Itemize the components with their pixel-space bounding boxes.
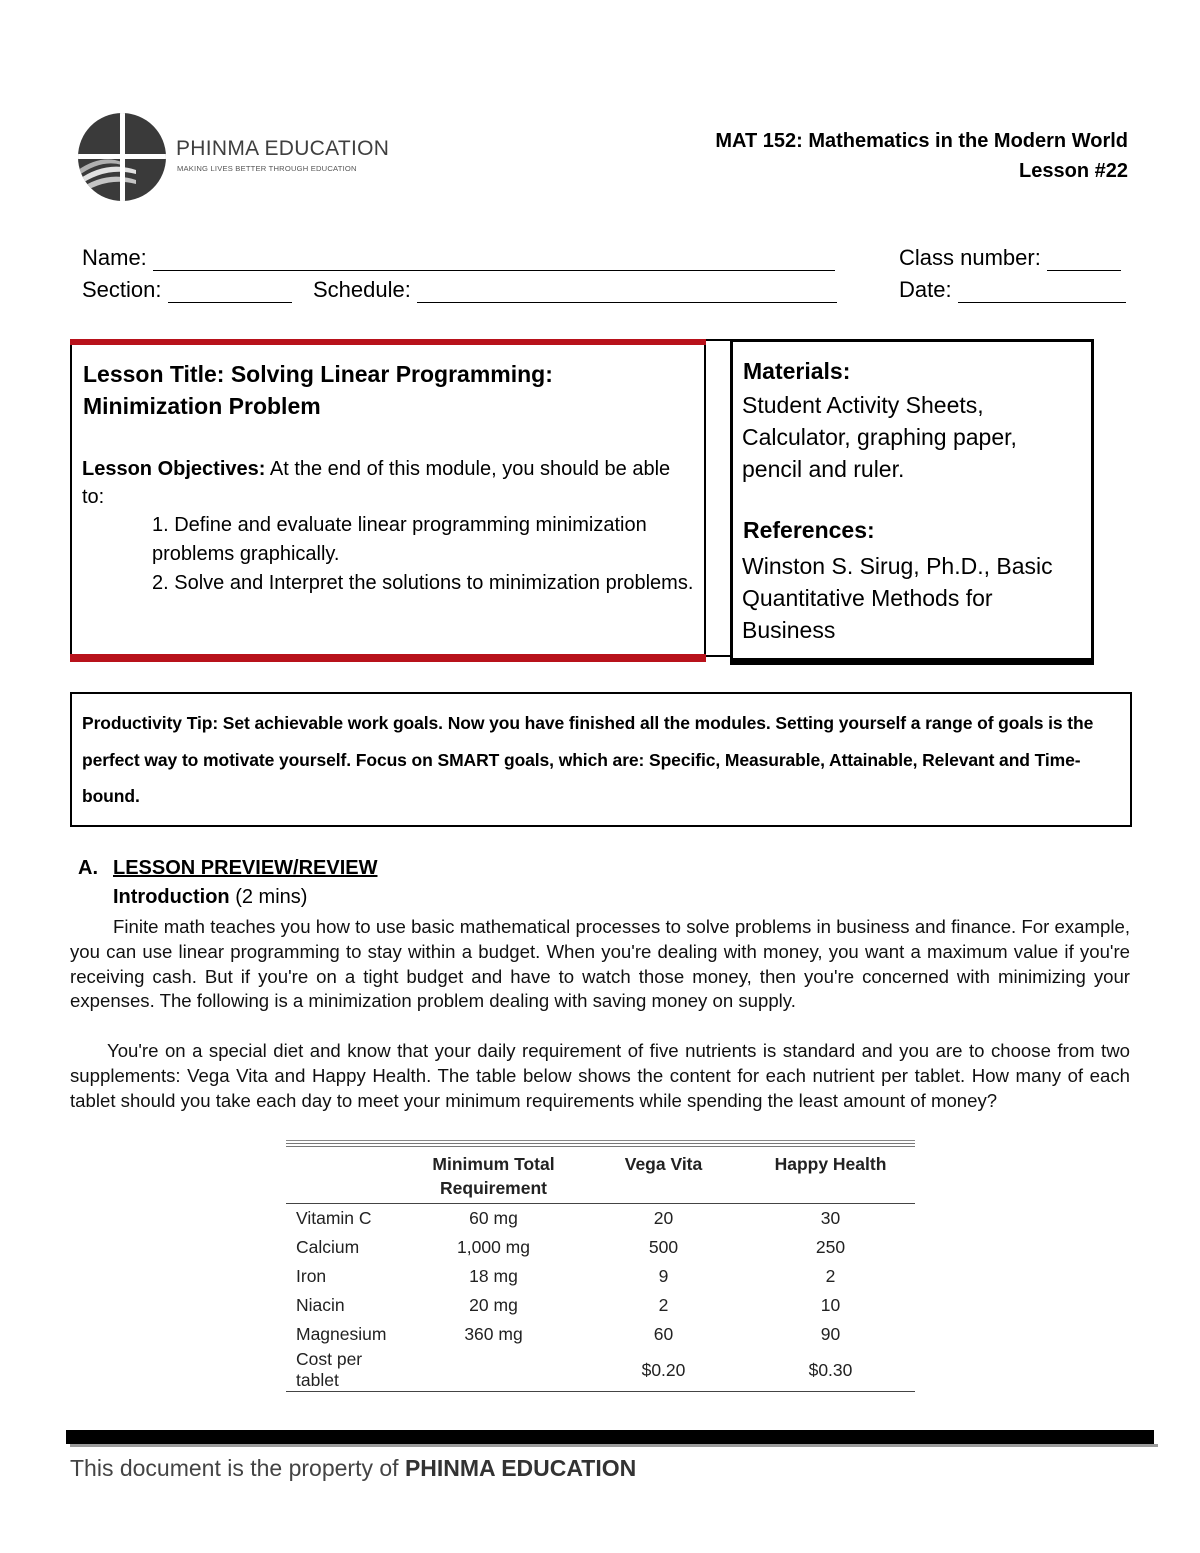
schedule-label: Schedule: — [313, 277, 411, 302]
date-field[interactable] — [899, 277, 1126, 303]
objective-item: 2. Solve and Interpret the solutions to minimization problems. — [152, 572, 694, 594]
table-cell: $0.30 — [746, 1349, 915, 1392]
section-title: LESSON PREVIEW/REVIEW — [113, 857, 378, 879]
productivity-tip-text: Productivity Tip: Set achievable work goals. Now you have finished all the modules. Setting yourself a range of goals is the perfect way to motivate yourself. Focus on SMART goals, which are: Specific, Measurable, Attainable, Relevant and Time-bound. — [82, 713, 1094, 806]
name-field[interactable] — [82, 245, 835, 271]
table-header-row — [286, 1145, 915, 1204]
logo-title: PHINMA EDUCATION — [176, 137, 390, 160]
table-cell: 60 — [653, 1324, 674, 1344]
class-number-field[interactable] — [899, 245, 1121, 271]
schedule-field[interactable] — [313, 277, 837, 303]
objectives-label: Lesson Objectives: — [82, 458, 266, 480]
footer-owner: PHINMA EDUCATION — [404, 1455, 637, 1481]
class-number-label: Class number: — [899, 245, 1041, 270]
table-top-rule — [286, 1140, 915, 1141]
table-cell: 250 — [815, 1237, 846, 1257]
table-cell: $0.20 — [581, 1349, 746, 1392]
lesson-title — [83, 358, 683, 422]
box-divider — [706, 339, 732, 657]
footer-text — [70, 1455, 636, 1482]
table-cell: 10 — [820, 1295, 841, 1315]
table-row — [286, 1291, 915, 1320]
lesson-title-line-1: Lesson Title: Solving Linear Programming: — [83, 361, 553, 387]
introduction-heading — [113, 886, 307, 909]
course-title: MAT 152: Mathematics in the Modern World — [715, 130, 1128, 152]
table-cell: 1,000 mg — [457, 1237, 530, 1257]
table-cell: Iron — [296, 1266, 327, 1286]
footer-bar — [66, 1430, 1154, 1444]
table-row — [286, 1233, 915, 1262]
section-label: Section: — [82, 277, 162, 302]
table-cell: 2 — [825, 1266, 836, 1286]
table-cell: Calcium — [296, 1237, 360, 1257]
header-cell-minimum: Minimum Total Requirement — [406, 1145, 581, 1204]
lesson-number: Lesson #22 — [1019, 160, 1128, 182]
intro-paragraph-2: You're on a special diet and know that your daily requirement of five nutrients is standard and you are to choose from two supplements: Vega Vita and Happy Health. The table below shows the content for each nutrient per tablet. How many of each tablet should you take each day to meet your minimum requirements while spending the least amount of money? — [70, 1040, 1130, 1111]
table-cell: 18 mg — [469, 1266, 518, 1286]
footer-bar-shadow — [70, 1444, 1158, 1447]
lesson-box-top-bar — [70, 339, 706, 345]
table-cell: 20 mg — [469, 1295, 518, 1315]
table-cell: Magnesium — [296, 1324, 387, 1344]
objective-item: 1. Define and evaluate linear programming minimization problems graphically. — [152, 514, 647, 565]
header-cell-nutrient — [286, 1145, 406, 1204]
lesson-title-line-2: Minimization Problem — [83, 393, 321, 419]
objectives-intro — [82, 455, 692, 511]
footer-prefix: This document is the property of — [70, 1455, 405, 1481]
header-cell-vega-vita: Vega Vita — [581, 1145, 746, 1204]
date-blank[interactable] — [958, 282, 1126, 303]
table-row — [286, 1204, 915, 1234]
table-cell: 20 — [653, 1208, 674, 1228]
table-row — [286, 1320, 915, 1349]
table-cell: Niacin — [296, 1295, 345, 1315]
references-text: Winston S. Sirug, Ph.D., Basic Quantitative Methods for Business — [742, 553, 1053, 643]
header-cell-happy-health: Happy Health — [746, 1145, 915, 1204]
table-cell: Vitamin C — [296, 1208, 372, 1228]
table-row — [286, 1349, 915, 1392]
references-heading: References: — [743, 517, 875, 543]
section-field[interactable] — [82, 277, 292, 303]
table-cell: 2 — [658, 1295, 669, 1315]
class-number-blank[interactable] — [1047, 250, 1121, 271]
name-label: Name: — [82, 245, 147, 270]
name-blank[interactable] — [153, 250, 835, 271]
logo-tagline: MAKING LIVES BETTER THROUGH EDUCATION — [177, 164, 357, 173]
objectives-lead-text: At the end of this module, you should be able to: — [82, 458, 671, 508]
table-cell: 9 — [658, 1266, 669, 1286]
table-cell: 360 mg — [464, 1324, 523, 1344]
section-letter: A. — [78, 857, 98, 879]
table-cell — [406, 1349, 581, 1392]
materials-text: Student Activity Sheets, Calculator, graphing paper, pencil and ruler. — [742, 392, 1017, 482]
nutrient-table — [286, 1143, 915, 1392]
materials-heading: Materials: — [743, 358, 851, 384]
table-cell: 60 mg — [469, 1208, 518, 1228]
introduction-label: Introduction — [113, 886, 230, 908]
section-blank[interactable] — [168, 282, 292, 303]
intro-paragraph-1: Finite math teaches you how to use basic mathematical processes to solve problems in business and finance. For example, you can use linear programming to stay within a budget. When you're dealing with money, you want a maximum value if you're receiving cash. But if you're on a tight budget and have to watch those money, then you're concerned with minimizing your expenses. The following is a minimization problem dealing with saving money on supply. — [70, 916, 1130, 1012]
introduction-duration: (2 mins) — [229, 886, 308, 908]
schedule-blank[interactable] — [417, 282, 837, 303]
table-cell: 90 — [820, 1324, 841, 1344]
lesson-box-bottom-bar — [70, 654, 706, 662]
table-cell: Cost per tablet — [286, 1349, 406, 1392]
date-label: Date: — [899, 277, 952, 302]
table-cell: 30 — [820, 1208, 841, 1228]
table-cell: 500 — [648, 1237, 679, 1257]
table-row — [286, 1262, 915, 1291]
